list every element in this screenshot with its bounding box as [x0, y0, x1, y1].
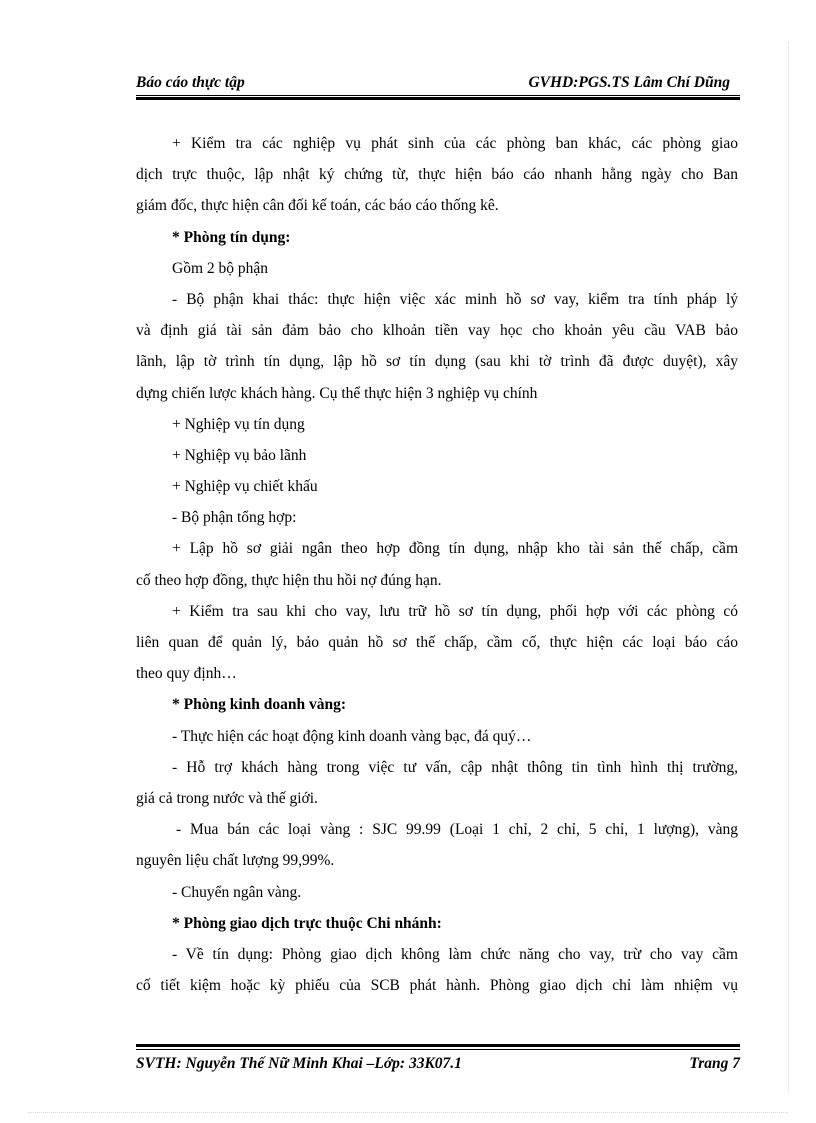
- footer-rule-thin: [136, 1049, 740, 1050]
- paragraph-line: - Mua bán các loại vàng : SJC 99.99 (Loại 1 chỉ, 2 chỉ, 5 chỉ, 1 lượng), vàng: [176, 821, 738, 839]
- header-report-title: Báo cáo thực tập: [136, 74, 245, 91]
- paragraph-line: liên quan để quản lý, bảo quản hồ sơ thế chấp, cầm cố, thực hiện các loại báo cáo: [136, 634, 738, 651]
- paragraph-line: - Thực hiện các hoạt động kinh doanh vàng bạc, đá quý…: [172, 727, 532, 745]
- page-border-bottom: [28, 1112, 788, 1113]
- section-heading: * Phòng tín dụng:: [172, 228, 291, 246]
- body-text: [136, 128, 738, 1001]
- list-item: + Nghiệp vụ bảo lãnh: [172, 446, 307, 464]
- list-item: + Nghiệp vụ chiết khấu: [172, 478, 318, 496]
- section-heading: * Phòng giao dịch trực thuộc Chi nhánh:: [172, 914, 442, 932]
- paragraph-line: - Bộ phận khai thác: thực hiện việc xác minh hồ sơ vay, kiểm tra tính pháp lý: [172, 290, 738, 308]
- paragraph-line: + Lập hồ sơ giải ngân theo hợp đồng tín dụng, nhập kho tài sản thế chấp, cầm: [172, 540, 738, 558]
- paragraph-line: dựng chiến lược khách hàng. Cụ thể thực hiện 3 nghiệp vụ chính: [136, 384, 538, 402]
- paragraph-line: cố theo hợp đồng, thực hiện thu hồi nợ đúng hạn.: [136, 571, 442, 589]
- paragraph-line: giá cả trong nước và thế giới.: [136, 789, 318, 807]
- page-number: Trang 7: [689, 1055, 740, 1072]
- paragraph-line: giám đốc, thực hiện cân đối kế toán, các báo cáo thống kê.: [136, 197, 499, 215]
- footer-rule-thick: [136, 1044, 740, 1047]
- header-rule-thin: [136, 95, 740, 96]
- paragraph-line: + Kiểm tra các nghiệp vụ phát sinh của các phòng ban khác, các phòng giao: [172, 135, 738, 152]
- paragraph-line: + Kiểm tra sau khi cho vay, lưu trữ hồ sơ tín dụng, phối hợp với các phòng có: [172, 602, 738, 620]
- section-heading: * Phòng kinh doanh vàng:: [172, 696, 347, 714]
- list-item: + Nghiệp vụ tín dụng: [172, 415, 305, 433]
- header-supervisor: GVHD:PGS.TS Lâm Chí Dũng: [528, 74, 730, 91]
- paragraph-line: lãnh, lập tờ trình tín dụng, lập hồ sơ tín dụng (sau khi tờ trình đã được duyệt), xây: [136, 353, 738, 371]
- paragraph-line: nguyên liệu chất lượng 99,99%.: [136, 852, 335, 870]
- paragraph-line: - Chuyển ngân vàng.: [172, 883, 302, 901]
- footer-student-info: SVTH: Nguyễn Thế Nữ Minh Khai –Lớp: 33K07.1: [136, 1055, 462, 1072]
- paragraph-line: - Bộ phận tổng hợp:: [172, 509, 297, 527]
- paragraph-line: - Về tín dụng: Phòng giao dịch không làm chức năng cho vay, trừ cho vay cầm: [172, 945, 738, 963]
- header-rule-thick: [136, 97, 740, 100]
- paragraph-line: và định giá tài sản đảm bảo cho klhoản tiền vay học cho khoản yêu cầu VAB bảo: [136, 322, 738, 340]
- paragraph-line: theo quy định…: [136, 665, 237, 683]
- page-header: [136, 70, 740, 96]
- paragraph-line: - Hỗ trợ khách hàng trong việc tư vấn, cập nhật thông tin tình hình thị trường,: [172, 758, 738, 776]
- page-border-right: [788, 42, 789, 1092]
- paragraph-line: dịch trực thuộc, lập nhật ký chứng từ, thực hiện báo cáo nhanh hằng ngày cho Ban: [136, 166, 738, 184]
- page-footer: [136, 1053, 740, 1079]
- paragraph-line: cố tiết kiệm hoặc kỳ phiếu của SCB phát hành. Phòng giao dịch chỉ làm nhiệm vụ: [136, 977, 738, 995]
- paragraph-line: Gồm 2 bộ phận: [172, 259, 269, 277]
